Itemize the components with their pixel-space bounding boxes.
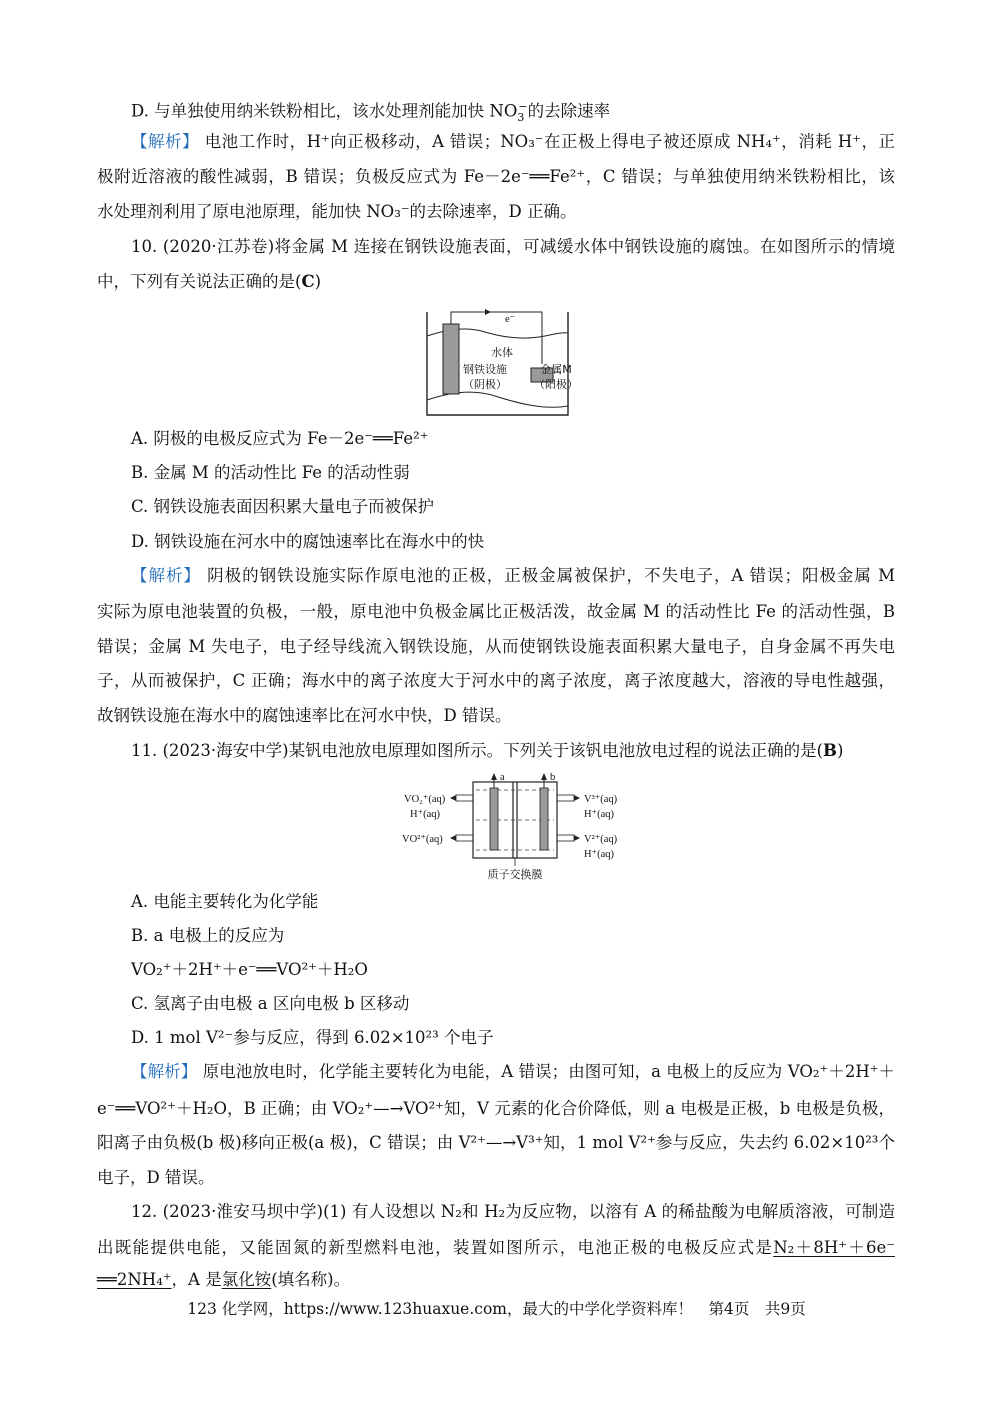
q12-stem-line-1: 12. (2023·淮安马坝中学)(1) 有人设想以 N₂和 H₂为反应物，以溶有 A 的稀盐酸为电解质溶液，可制造 <box>131 1202 895 1221</box>
page-footer: 123 化学网，https://www.123huaxue.com，最大的中学化学资料库！ 第4页 共9页 <box>187 1300 806 1318</box>
right-species-2: H⁺(aq) <box>584 809 615 820</box>
q11-option-d: D. 1 mol V²⁻参与反应，得到 6.02×10²³ 个电子 <box>131 1028 494 1047</box>
electron-label: e⁻ <box>505 314 516 325</box>
q10-answer: C <box>301 272 315 291</box>
q11-option-a: A. 电能主要转化为化学能 <box>131 892 319 911</box>
water-label: 水体 <box>491 346 513 359</box>
q11-analysis-line-1: 【解析】 原电池放电时，化学能主要转化为电能，A 错误；由图可知，a 电极上的反应为 VO₂⁺＋2H⁺＋ <box>131 1062 896 1081</box>
q10-analysis-line-1: 【解析】 阴极的钢铁设施实际作原电池的正极，正极金属被保护，不失电子，A 错误；阳极金属 M <box>131 566 895 585</box>
metal-label: 金属M <box>540 363 572 376</box>
q10-option-d: D. 钢铁设施在河水中的腐蚀速率比在海水中的快 <box>131 532 485 551</box>
q10-analysis-line-5: 故钢铁设施在海水中的腐蚀速率比在河水中快，D 错误。 <box>97 706 512 725</box>
q11-analysis-line-4: 电子，D 错误。 <box>97 1168 215 1187</box>
q9-analysis-line-2: 极附近溶液的酸性减弱，B 错误；负极反应式为 Fe－2e⁻══Fe²⁺，C 错误；与单独使用纳米铁粉相比，该 <box>97 167 895 186</box>
steel-label: 钢铁设施 <box>463 363 507 376</box>
q12-answer-equation-end: ══2NH₄⁺ <box>97 1270 172 1289</box>
q12-stem-line-3: ══2NH₄⁺，A 是氯化铵(填名称)。 <box>97 1270 351 1289</box>
metal-anode-label: （阳极） <box>534 378 578 391</box>
left-species-3: VO²⁺(aq) <box>402 834 443 845</box>
steel-cathode-label: （阴极） <box>463 378 507 391</box>
q11-option-b-equation: VO₂⁺＋2H⁺＋e⁻══VO²⁺＋H₂O <box>131 960 368 979</box>
right-species-1: V³⁺(aq) <box>584 794 618 805</box>
electrode-a-label: a <box>500 772 505 783</box>
q10-option-c: C. 钢铁设施表面因积累大量电子而被保护 <box>131 497 435 516</box>
q10-analysis-line-4: 子，从而被保护，C 正确；海水中的离子浓度大于河水中的离子浓度，离子浓度越大，溶液的导电性越强， <box>97 671 895 690</box>
q11-stem: 11. (2023·海安中学)某钒电池放电原理如图所示。下列关于该钒电池放电过程的说法正确的是(B) <box>131 741 844 760</box>
q11-answer: B <box>823 741 837 760</box>
q11-vanadium-battery-figure <box>400 770 630 885</box>
q12-answer-name: 氯化铵 <box>221 1270 272 1289</box>
q11-analysis-line-3: 阳离子由负极(b 极)移向正极(a 极)，C 错误；由 V²⁺—→V³⁺知，1 mol V²⁺参与反应，失去约 6.02×10²³个 <box>97 1133 895 1152</box>
q12-answer-equation: N₂＋8H⁺＋6e⁻ <box>773 1238 896 1257</box>
q11-option-b: B. a 电极上的反应为 <box>131 926 285 945</box>
q10-stem-line-2: 中，下列有关说法正确的是(C) <box>97 272 322 291</box>
q10-analysis-line-3: 错误；金属 M 失电子，电子经导线流入钢铁设施，从而使钢铁设施表面积累大量电子，自身金属不再失电 <box>97 637 895 656</box>
analysis-tag: 【解析】 <box>131 566 201 585</box>
q10-corrosion-figure <box>425 302 578 417</box>
q10-stem-line-1: 10. (2020·江苏卷)将金属 M 连接在钢铁设施表面，可减缓水体中钢铁设施的腐蚀。在如图所示的情境 <box>131 237 895 256</box>
right-species-4: H⁺(aq) <box>584 849 615 860</box>
q9-option-d: D. 与单独使用纳米铁粉相比，该水处理剂能加快 $NO_3^-$的去除速率 <box>131 100 611 124</box>
q9-analysis-line-3: 水处理剂利用了原电池原理，能加快 NO₃⁻的去除速率，D 正确。 <box>97 202 577 221</box>
left-species-2: H⁺(aq) <box>410 809 441 820</box>
q10-option-b: B. 金属 M 的活动性比 Fe 的活动性弱 <box>131 463 410 482</box>
electrode-b-label: b <box>550 772 556 783</box>
q12-stem-line-2: 出既能提供电能，又能固氮的新型燃料电池，装置如图所示，电池正极的电极反应式是N₂＋8H⁺＋6e⁻ <box>97 1238 896 1257</box>
left-species-1: VO₂⁺(aq) <box>404 794 446 805</box>
q11-analysis-line-2: e⁻══VO²⁺＋H₂O，B 正确；由 VO₂⁺—→VO²⁺知，V 元素的化合价降低，则 a 电极是正极，b 电极是负极， <box>97 1099 895 1118</box>
membrane-label: 质子交换膜 <box>487 868 543 881</box>
q11-option-c: C. 氢离子由电极 a 区向电极 b 区移动 <box>131 994 410 1013</box>
right-species-3: V²⁺(aq) <box>584 834 618 845</box>
q10-option-a: A. 阴极的电极反应式为 Fe－2e⁻══Fe²⁺ <box>131 429 429 448</box>
analysis-tag: 【解析】 <box>131 132 199 151</box>
analysis-tag: 【解析】 <box>131 1062 198 1081</box>
q10-analysis-line-2: 实际为原电池装置的负极，一般，原电池中负极金属比正极活泼，故金属 M 的活动性比 Fe 的活动性强，B <box>97 602 895 621</box>
q9-analysis-line-1: 【解析】 电池工作时，H⁺向正极移动，A 错误；NO₃⁻在正极上得电子被还原成 NH₄⁺，消耗 H⁺，正 <box>131 132 895 151</box>
